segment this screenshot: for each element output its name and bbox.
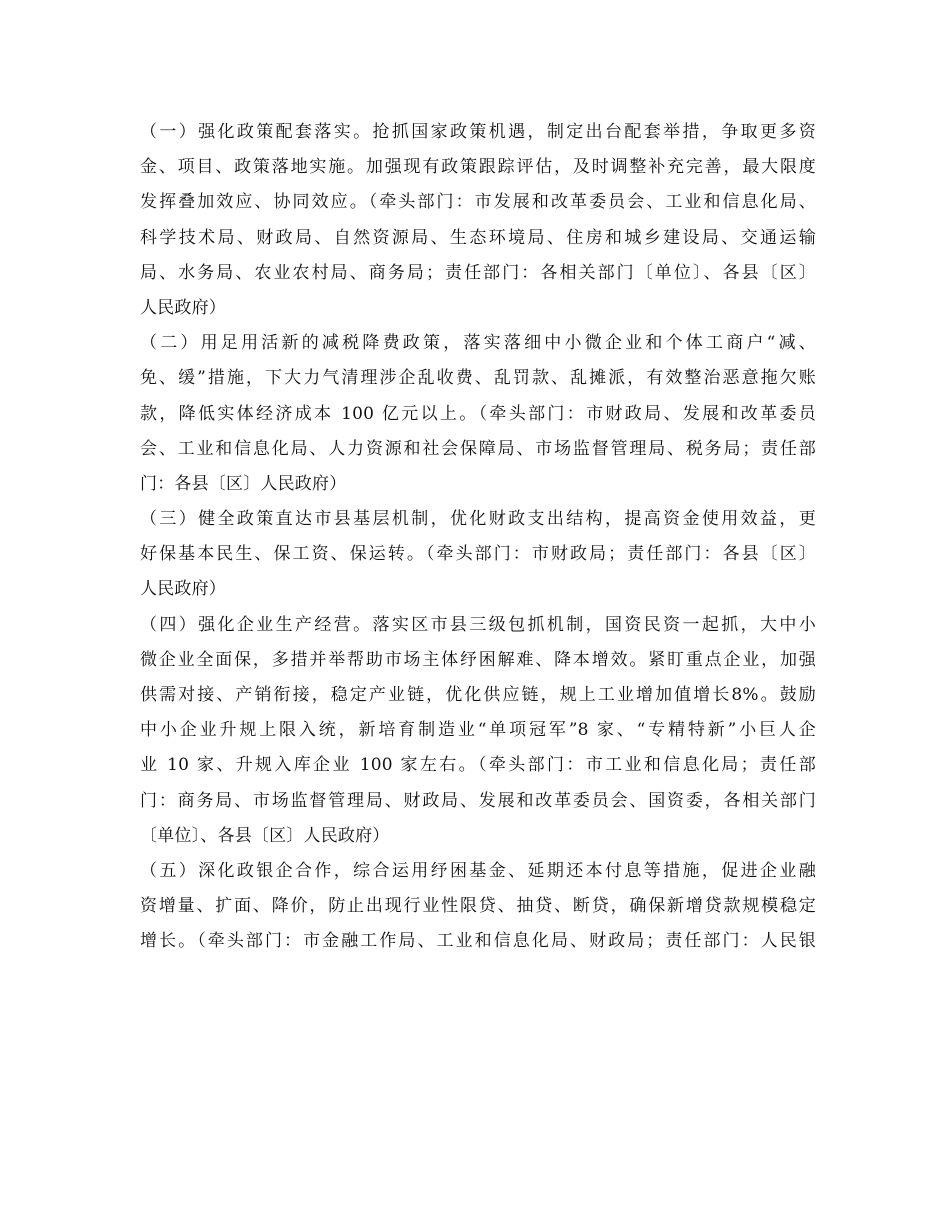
text-line: （二）用足用活新的减税降费政策，落实落细中小微企业和个体工商户“减、 <box>140 333 816 354</box>
text-line: 人民政府） <box>140 579 226 600</box>
text-line: 免、缓”措施，下大力气清理涉企乱收费、乱罚款、乱摊派，有效整治恶意拖欠账 <box>140 368 816 389</box>
text-line: 微企业全面保，多措并举帮助市场主体纾困解难、降本增效。紧盯重点企业，加强 <box>140 649 816 670</box>
text-line: 资增量、扩面、降价，防止出现行业性限贷、抽贷、断贷，确保新增贷款规模稳定 <box>140 896 816 917</box>
text-line: 供需对接、产销衔接，稳定产业链，优化供应链，规上工业增加值增长8%。鼓励 <box>140 685 816 705</box>
text-line: 款，降低实体经济成本 100 亿元以上。（牵头部门：市财政局、发展和改革委员 <box>140 403 816 424</box>
text-line: 好保基本民生、保工资、保运转。（牵头部门：市财政局；责任部门：各县〔区〕 <box>140 544 816 565</box>
text-line: （四）强化企业生产经营。落实区市县三级包抓机制，国资民资一起抓，大中小 <box>140 614 816 635</box>
text-line: 发挥叠加效应、协同效应。（牵头部门：市发展和改革委员会、工业和信息化局、 <box>140 192 816 213</box>
paragraph-3 <box>140 502 816 608</box>
text-line: 科学技术局、财政局、自然资源局、生态环境局、住房和城乡建设局、交通运输 <box>140 227 816 248</box>
text-line: 门：各县〔区〕人民政府） <box>140 473 347 494</box>
document-body <box>140 115 816 960</box>
text-line: （一）强化政策配套落实。抢抓国家政策机遇，制定出台配套举措，争取更多资 <box>140 122 816 142</box>
text-line: 人民政府） <box>140 297 226 318</box>
text-line: 业 10 家、升规入库企业 100 家左右。（牵头部门：市工业和信息化局；责任部 <box>140 755 816 776</box>
text-line: 会、工业和信息化局、人力资源和社会保障局、市场监督管理局、税务局；责任部 <box>140 438 816 459</box>
text-line: （五）深化政银企合作，综合运用纾困基金、延期还本付息等措施，促进企业融 <box>140 860 816 881</box>
paragraph-1 <box>140 115 816 326</box>
text-line: 门：商务局、市场监督管理局、财政局、发展和改革委员会、国资委，各相关部门 <box>140 790 816 811</box>
text-line: 局、水务局、农业农村局、商务局；责任部门：各相关部门〔单位〕、各县〔区〕 <box>140 262 816 283</box>
text-line: 中小企业升规上限入统，新培育制造业“单项冠军”8 家、“专精特新”小巨人企 <box>140 720 816 741</box>
text-line: 〔单位〕、各县〔区〕人民政府） <box>140 825 390 846</box>
text-line: 增长。（牵头部门：市金融工作局、工业和信息化局、财政局；责任部门：人民银 <box>140 931 816 952</box>
paragraph-4 <box>140 608 816 854</box>
text-line: （三）健全政策直达市县基层机制，优化财政支出结构，提高资金使用效益，更 <box>140 509 816 530</box>
text-line: 金、项目、政策落地实施。加强现有政策跟踪评估，及时调整补充完善，最大限度 <box>140 157 816 178</box>
paragraph-2 <box>140 326 816 502</box>
paragraph-5 <box>140 854 816 960</box>
